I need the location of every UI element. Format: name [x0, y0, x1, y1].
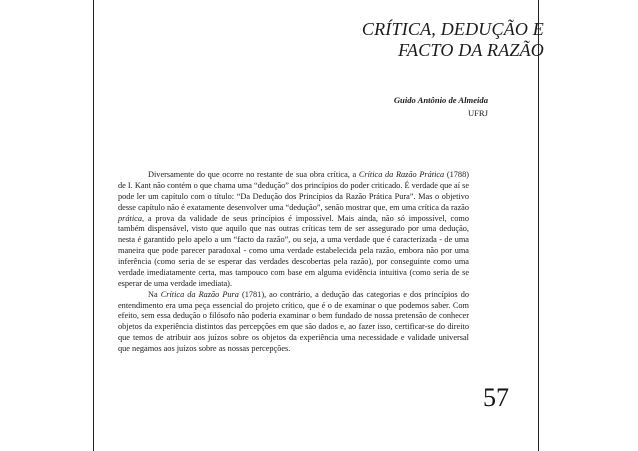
author-name: Guido Antônio de Almeida: [393, 95, 488, 105]
paragraph-1-text-a: Diversamente do que ocorre no restante de sua obra crítica, a: [148, 170, 359, 179]
paragraph-1-text-c: , a prova da validade de seus princípios é impossível. Mais ainda, não só impossível, como também dispensável, visto que aquilo que nas outras críticas tem de ser assegurado por uma dedução, nesta é garantido pelo apelo a um “facto da razão”, ou seja, a uma verdade que é caracterizada - de uma maneira que pode parecer paradoxal - como uma verdade estabelecida pela razão, embora não por uma inferência (como seria de se esperar das verdades descobertas pela razão), por conseguinte como uma verdade imediatamente certa, mas tampouco com base em alguma evidência intuitiva (como seria de se esperar de uma verdade imediata).: [118, 213, 469, 288]
paragraph-2-book-title: Crítica da Razão Pura: [160, 289, 239, 299]
paragraph-1: [118, 170, 469, 290]
paragraph-1-text-b: (1788) de I. Kant não contém o que chama uma “dedução” dos princípios do poder criticado. É verdade que aí se pode ler um capítulo com o título: “Da Dedução dos Princípios da Razão Prática Pura”. Mas o objetivo desse capítulo não é exatamente desenvolver uma “dedução”, senão mostrar que, em uma crítica da razão: [118, 170, 469, 212]
article-body: [118, 170, 469, 355]
paragraph-1-book-title: Crítica da Razão Prática: [358, 170, 445, 179]
paragraph-1-emphasis: prática: [118, 213, 142, 223]
paragraph-2: [118, 290, 469, 355]
paragraph-2-text-b: (1781), ao contrário, a dedução das categorias e dos princípios do entendimento era uma peça essencial do projeto crítico, que é o de examinar o que podemos saber. Com efeito, sem essa dedução o filósofo não poderia examinar o bem fundado de nossa pretensão de conhecer objetos da experiência distintos das percepções em que são dados e, ao fazer isso, certificar-se do direito que temos de atribuir aos juízos sobre os objetos da experiência uma necessidade e validade universal que negamos aos juízos sobre as nossas percepções.: [118, 289, 469, 353]
title-line-1: CRÍTICA, DEDUÇÃO E: [361, 19, 544, 39]
author-block: [394, 94, 488, 120]
article-title: [362, 19, 544, 61]
page-number: 57: [483, 383, 509, 412]
author-institution: UFRJ: [467, 108, 488, 118]
title-line-2: FACTO DA RAZÃO: [398, 40, 544, 60]
paragraph-2-text-a: Na: [148, 289, 161, 299]
